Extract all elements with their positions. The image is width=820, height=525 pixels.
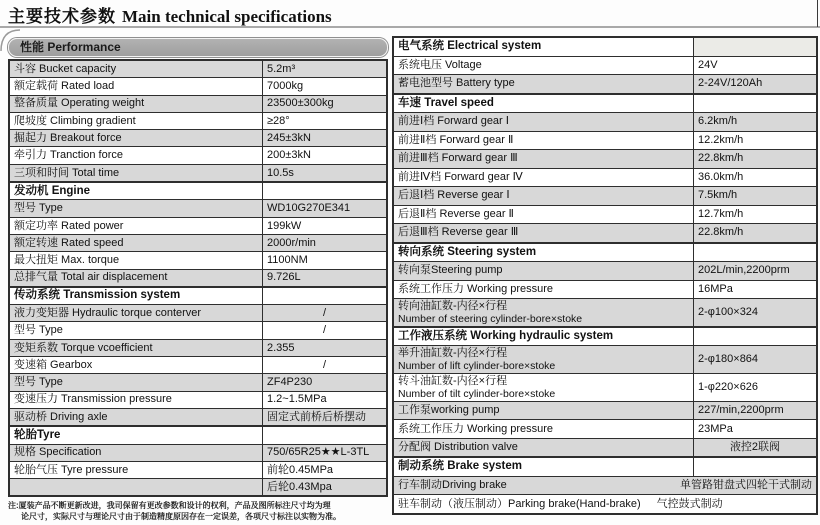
spec-value: WD10G270E341 (263, 200, 388, 217)
spec-value: 7.5km/h (694, 187, 818, 206)
spec-value: 1.2~1.5MPa (263, 391, 388, 408)
spec-label: 工作泵working pump (393, 401, 694, 420)
spec-value: 9.726L (263, 269, 388, 287)
spec-label: 前进Ⅱ档 Forward gear Ⅱ (393, 131, 694, 150)
spec-row (9, 147, 387, 164)
spec-value: 12.7km/h (694, 205, 818, 224)
performance-section-header: 性能 Performance (8, 38, 388, 57)
spec-label: 发动机 Engine (9, 182, 263, 200)
spec-row (393, 495, 817, 514)
spec-row (9, 357, 387, 374)
spec-row (9, 374, 387, 391)
spec-label: 轮胎Tyre (9, 426, 263, 444)
spec-row (9, 391, 387, 408)
spec-fullspan-cell (393, 476, 817, 495)
spec-row (9, 322, 387, 339)
spec-value: 2.355 (263, 339, 388, 356)
spec-value (263, 426, 388, 444)
spec-value: 36.0km/h (694, 168, 818, 187)
section-header-row (393, 94, 817, 113)
spec-label: 变矩系数 Torque vcoefficient (9, 339, 263, 356)
spec-label: 制动系统 Brake system (393, 457, 694, 476)
spec-value: 202L/min,2200prm (694, 262, 818, 281)
spec-label: 型号 Type (9, 374, 263, 391)
spec-label: 前进Ⅲ档 Forward gear Ⅲ (393, 150, 694, 169)
spec-row (9, 305, 387, 322)
spec-label: 电气系统 Electrical system (393, 37, 694, 56)
spec-row (9, 444, 387, 461)
spec-label: 液力变矩器 Hydraulic torque conterver (9, 305, 263, 322)
spec-value: ZF4P230 (263, 374, 388, 391)
spec-row (393, 280, 817, 299)
spec-value: / (263, 322, 388, 339)
spec-value: 23MPa (694, 420, 818, 439)
page-edge-line (817, 0, 818, 27)
spec-value: 22.8km/h (694, 224, 818, 243)
page-title-en: Main technical specifications (122, 7, 332, 26)
spec-value: / (263, 305, 388, 322)
spec-value: 前轮0.45MPa (263, 461, 388, 478)
spec-row (393, 373, 817, 401)
left-spec-panel (8, 38, 388, 522)
spec-value (263, 182, 388, 200)
spec-label: 斗容 Bucket capacity (9, 60, 263, 78)
section-header-row (9, 426, 387, 444)
spec-label: 爬坡度 Climbing gradient (9, 112, 263, 129)
systems-table (392, 36, 818, 515)
spec-value: ≥28° (263, 112, 388, 129)
section-header-row (393, 243, 817, 262)
spec-value: 23500±300kg (263, 95, 388, 112)
spec-label: 总排气量 Total air displacement (9, 269, 263, 287)
spec-value: 227/min,2200prm (694, 401, 818, 420)
page-title-cn: 主要技术参数 (8, 7, 116, 26)
spec-row (393, 75, 817, 94)
spec-row (393, 476, 817, 495)
spec-value: 2000r/min (263, 234, 388, 251)
spec-label: 行车制动Driving brake (398, 479, 507, 492)
spec-label: 最大扭矩 Max. torque (9, 252, 263, 269)
spec-value: 固定式前桥后桥摆动 (263, 408, 388, 426)
spec-label (9, 479, 263, 497)
spec-value: 10.5s (263, 164, 388, 182)
spec-row (393, 131, 817, 150)
spec-value: 2-φ180×864 (694, 346, 818, 374)
spec-row (9, 112, 387, 129)
spec-row (393, 113, 817, 132)
spec-value (694, 94, 818, 113)
spec-value: 液控2联阀 (694, 438, 818, 457)
spec-row (9, 217, 387, 234)
spec-row (393, 401, 817, 420)
spec-row (9, 78, 387, 95)
spec-value: 1-φ220×626 (694, 373, 818, 401)
spec-value (694, 37, 818, 56)
section-header-row (9, 182, 387, 200)
spec-label: 额定功率 Rated power (9, 217, 263, 234)
spec-row (393, 56, 817, 75)
spec-label: 工作液压系统 Working hydraulic system (393, 327, 694, 346)
spec-value: 12.2km/h (694, 131, 818, 150)
spec-label: 后退Ⅱ档 Reverse gear Ⅱ (393, 205, 694, 224)
spec-label: 前进Ⅳ档 Forward gear Ⅳ (393, 168, 694, 187)
spec-value (694, 327, 818, 346)
title-divider-rule (0, 26, 820, 28)
spec-row (9, 60, 387, 78)
spec-value: 245±3kN (263, 130, 388, 147)
spec-label: 车速 Travel speed (393, 94, 694, 113)
spec-value: 2-24V/120Ah (694, 75, 818, 94)
section-header-row (393, 327, 817, 346)
footnote (8, 500, 388, 522)
spec-fullspan-cell (393, 495, 817, 514)
spec-label: 额定转速 Rated speed (9, 234, 263, 251)
spec-row (393, 168, 817, 187)
spec-value: / (263, 357, 388, 374)
spec-label: 举升油缸数-内径×行程 Number of lift cylinder-bore×stoke (393, 346, 694, 374)
spec-value: 2-φ100×324 (694, 299, 818, 327)
spec-row (9, 461, 387, 478)
spec-value: 6.2km/h (694, 113, 818, 132)
footnote-line1: 注:厦装产品不断更新改进，我司保留有更改参数和设计的权利，产品及图所标注尺寸均为理 (8, 501, 331, 511)
spec-row (9, 234, 387, 251)
spec-label: 掘起力 Breakout force (9, 130, 263, 147)
spec-value (694, 457, 818, 476)
spec-label: 驻车制动（液压制动）Parking brake(Hand-brake) (398, 497, 641, 510)
spec-row (393, 299, 817, 327)
spec-row (9, 200, 387, 217)
spec-value (263, 287, 388, 305)
spec-row (393, 224, 817, 243)
spec-value: 7000kg (263, 78, 388, 95)
spec-label: 系统工作压力 Working pressure (393, 420, 694, 439)
spec-label: 转向系统 Steering system (393, 243, 694, 262)
spec-row (393, 438, 817, 457)
section-header-row (393, 457, 817, 476)
spec-label: 传动系统 Transmission system (9, 287, 263, 305)
spec-label: 转向泵Steering pump (393, 262, 694, 281)
spec-value (694, 243, 818, 262)
spec-label: 轮胎气压 Tyre pressure (9, 461, 263, 478)
section-header-row (9, 287, 387, 305)
page-title (8, 2, 332, 27)
spec-row (393, 420, 817, 439)
spec-value: 气控鼓式制动 (656, 497, 723, 510)
spec-label: 后退Ⅰ档 Reverse gear Ⅰ (393, 187, 694, 206)
spec-label: 转向油缸数-内径×行程 Number of steering cylinder-bore×stoke (393, 299, 694, 327)
spec-label: 变速箱 Gearbox (9, 357, 263, 374)
performance-table (8, 59, 388, 497)
spec-label: 转斗油缸数-内径×行程 Number of tilt cylinder-bore×stoke (393, 373, 694, 401)
spec-value: 后轮0.43Mpa (263, 479, 388, 497)
spec-row (393, 187, 817, 206)
spec-label: 整备质量 Operating weight (9, 95, 263, 112)
spec-row (393, 205, 817, 224)
spec-label: 系统工作压力 Working pressure (393, 280, 694, 299)
spec-row (9, 95, 387, 112)
spec-value: 24V (694, 56, 818, 75)
spec-value: 1100NM (263, 252, 388, 269)
spec-label: 型号 Type (9, 200, 263, 217)
spec-label: 规格 Specification (9, 444, 263, 461)
spec-row (393, 150, 817, 169)
section-header-row (393, 37, 817, 56)
spec-label: 牵引力 Tranction force (9, 147, 263, 164)
spec-label: 分配阀 Distribution valve (393, 438, 694, 457)
spec-label: 蓄电池型号 Battery type (393, 75, 694, 94)
spec-value: 199kW (263, 217, 388, 234)
spec-value: 16MPa (694, 280, 818, 299)
spec-value: 单管路钳盘式四轮干式制动 (680, 479, 812, 492)
spec-row (9, 164, 387, 182)
footnote-line2: 论尺寸，实际尺寸与理论尺寸由于制造精度原因存在一定误差，各项尺寸标注以实物为准。 (21, 512, 341, 522)
spec-label: 后退Ⅲ档 Reverse gear Ⅲ (393, 224, 694, 243)
spec-row (9, 339, 387, 356)
spec-row (393, 346, 817, 374)
spec-label: 系统电压 Voltage (393, 56, 694, 75)
spec-value: 750/65R25★★L-3TL (263, 444, 388, 461)
spec-label: 型号 Type (9, 322, 263, 339)
spec-label: 三项和时间 Total time (9, 164, 263, 182)
spec-row (9, 252, 387, 269)
spec-value: 22.8km/h (694, 150, 818, 169)
spec-row (9, 479, 387, 497)
spec-label: 变速压力 Transmission pressure (9, 391, 263, 408)
spec-value: 200±3kN (263, 147, 388, 164)
spec-label: 额定载荷 Rated load (9, 78, 263, 95)
right-spec-panel (392, 36, 818, 515)
spec-row (9, 408, 387, 426)
spec-row (9, 269, 387, 287)
spec-row (9, 130, 387, 147)
spec-row (393, 262, 817, 281)
spec-label: 驱动桥 Driving axle (9, 408, 263, 426)
spec-label: 前进Ⅰ档 Forward gear Ⅰ (393, 113, 694, 132)
spec-value: 5.2m³ (263, 60, 388, 78)
